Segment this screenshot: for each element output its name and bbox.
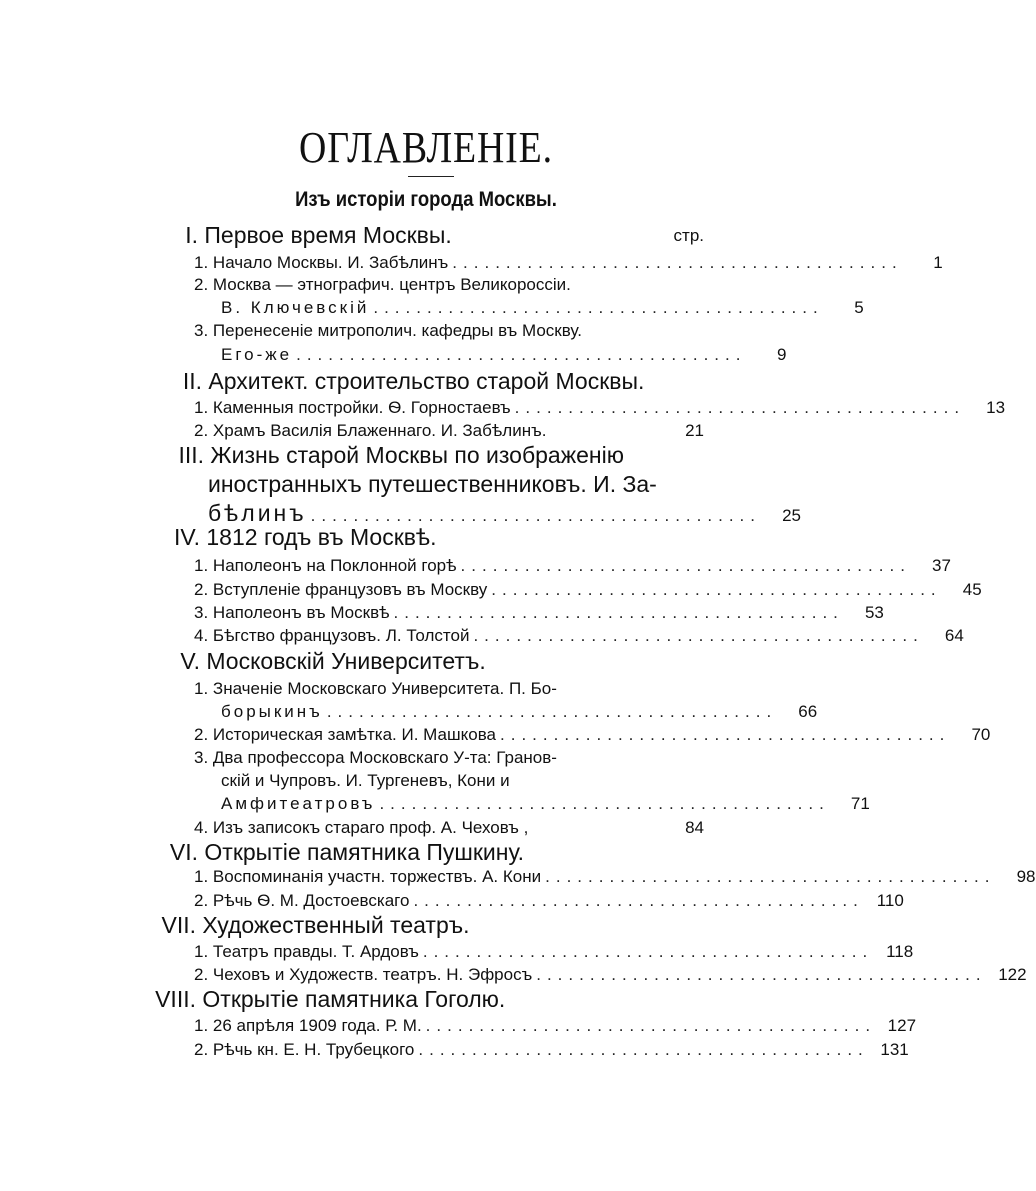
toc-entry-continuation: Его-же .......................................... 9 [221,345,787,364]
section-heading-continuation[interactable]: бѣлинъ .......................................... 25 [208,500,801,526]
toc-entry[interactable]: 1. Значеніе Московскаго Университета. П. Бо- [194,679,557,698]
toc-entry[interactable]: 2. Москва — этнографич. центръ Великороссіи. [194,275,571,294]
section-heading: VI. Открытіе памятника Пушкину. [169,839,525,865]
toc-entry[interactable]: 3. Два профессора Московскаго У-та: Гранов- [194,748,557,767]
toc-entry[interactable]: 2. Храмъ Василія Блаженнаго. И. Забѣлинъ. 21 [194,421,704,440]
toc-entry[interactable]: 2. Рѣчь кн. Е. Н. Трубецкого .......................................... 131 [194,1040,909,1059]
toc-entry[interactable]: 1. Начало Москвы. И. Забѣлинъ .......................................... 1 [194,253,943,272]
toc-entry[interactable]: 1. Театръ правды. Т. Ардовъ .......................................... 118 [194,942,914,961]
toc-entry[interactable]: 2. Чеховъ и Художеств. театръ. Н. Эфросъ .......................................... 122 [194,965,1027,984]
section-heading: III. Жизнь старой Москвы по изображенію [178,442,624,468]
part-subtitle: Изъ исторіи города Москвы. [295,188,557,211]
section-heading: IV. 1812 годъ въ Москвѣ. [173,524,437,550]
section-heading: V. Московскій Университетъ. [180,648,486,674]
toc-entry[interactable]: 3. Перенесеніе митрополич. кафедры въ Москву. [194,321,582,340]
toc-entry[interactable]: 2. Вступленіе французовъ въ Москву .......................................... 45 [194,580,982,599]
toc-entry[interactable]: 2. Историческая замѣтка. И. Машкова .......................................... 70 [194,725,991,744]
toc-entry[interactable]: 1. Воспоминанія участн. торжествъ. А. Кони .......................................... 98 [194,867,1036,886]
toc-entry-continuation: скій и Чупровъ. И. Тургеневъ, Кони и [221,771,510,790]
toc-entry[interactable]: 1. 26 апрѣля 1909 года. Р. М. .......................................... 127 [194,1016,917,1035]
toc-entry-continuation: борыкинъ .......................................... 66 [221,702,818,721]
toc-entry[interactable]: 4. Бѣгство французовъ. Л. Толстой .......................................... 64 [194,626,964,645]
section-heading: II. Архитект. строительство старой Москвы. [182,368,645,394]
toc-entry[interactable]: 1. Каменныя постройки. Ѳ. Горностаевъ .......................................... 13 [194,398,1006,417]
toc-entry[interactable]: 3. Наполеонъ въ Москвѣ .......................................... 53 [194,603,884,622]
title-divider [408,176,454,177]
section-heading-continuation: иностранныхъ путешественниковъ. И. За- [208,471,657,497]
page-column-label: стр. [673,226,704,245]
toc-entry-continuation: Амфитеатровъ .......................................... 71 [221,794,870,813]
toc-entry[interactable]: 1. Наполеонъ на Поклонной горѣ .......................................... 37 [194,556,951,575]
section-heading: VIII. Открытіе памятника Гоголю. [155,986,506,1012]
page-title: ОГЛАВЛЕНІЕ. [299,123,553,172]
section-heading: I. Первое время Москвы. [185,222,452,248]
toc-entry[interactable]: 4. Изъ записокъ стараго проф. А. Чеховъ , 84 [194,818,704,837]
toc-entry-continuation: В. Ключевскій .......................................... 5 [221,298,864,317]
section-heading: VII. Художественный театръ. [161,912,470,938]
toc-entry[interactable]: 2. Рѣчь Ѳ. М. Достоевскаго .......................................... 110 [194,891,904,910]
